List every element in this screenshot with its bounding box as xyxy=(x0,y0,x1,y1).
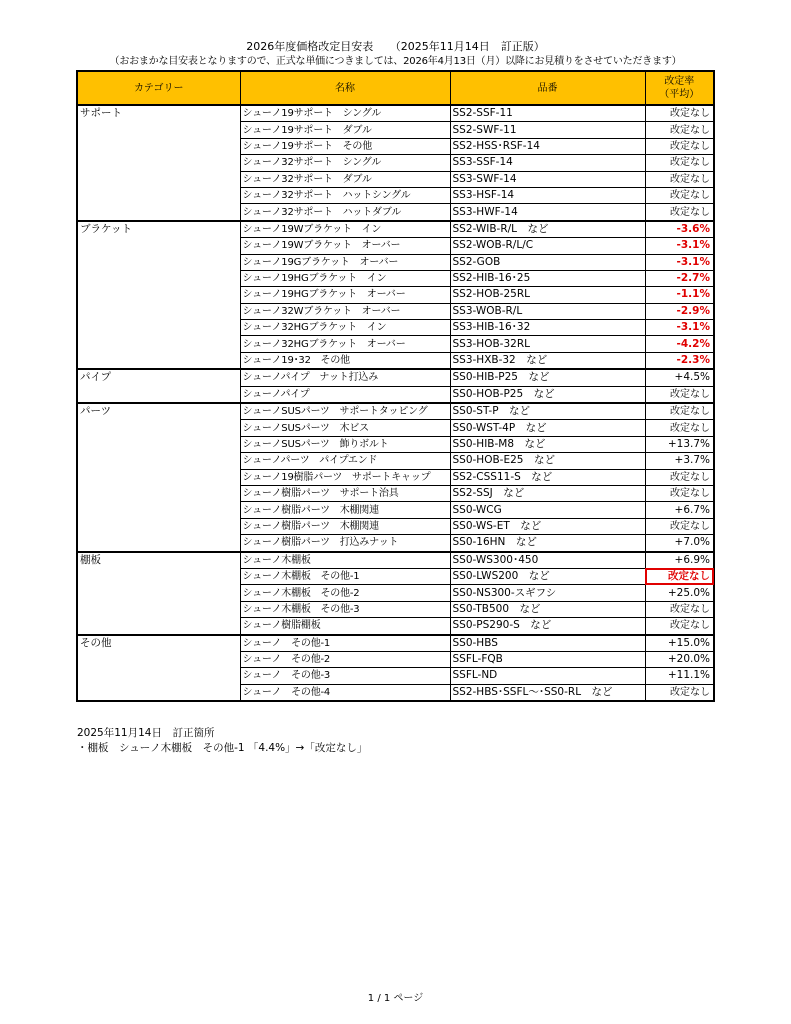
revision-rate-cell: 改定なし xyxy=(645,105,714,122)
product-code-cell: SS3-SWF-14 xyxy=(450,171,645,187)
category-cell: パーツ xyxy=(77,403,240,552)
revision-rate-cell: +4.5% xyxy=(645,369,714,386)
product-code-cell: SS3-HSF-14 xyxy=(450,187,645,203)
category-cell: パイプ xyxy=(77,369,240,403)
product-name-cell: シューノ樹脂パーツ 打込みナット xyxy=(240,535,450,552)
revision-rate-cell: -3.1% xyxy=(645,320,714,336)
correction-note-date: 2025年11月14日 訂正箇所 xyxy=(77,727,215,739)
product-code-cell: SS3-SSF-14 xyxy=(450,155,645,171)
product-code-cell: SS0-WS300･450 xyxy=(450,552,645,569)
product-name-cell: シューノ19HGブラケット オーバー xyxy=(240,287,450,303)
table-row xyxy=(77,369,714,386)
revision-rate-cell: +20.0% xyxy=(645,651,714,667)
revision-rate-cell: 改定なし xyxy=(645,187,714,203)
product-name-cell: シューノ木棚板 その他-1 xyxy=(240,568,450,584)
product-code-cell: SS2-SSJ など xyxy=(450,485,645,501)
product-name-cell: シューノ32HGブラケット イン xyxy=(240,320,450,336)
product-code-cell: SS3-HIB-16･32 xyxy=(450,320,645,336)
revision-rate-cell: +3.7% xyxy=(645,453,714,469)
product-code-cell: SS3-HOB-32RL xyxy=(450,336,645,352)
category-cell: その他 xyxy=(77,635,240,702)
product-name-cell: シューノ32サポート ダブル xyxy=(240,171,450,187)
product-name-cell: シューノ19サポート シングル xyxy=(240,105,450,122)
revision-rate-cell: +6.7% xyxy=(645,502,714,518)
product-code-cell: SS3-WOB-R/L xyxy=(450,303,645,319)
product-name-cell: シューノ樹脂パーツ 木棚関連 xyxy=(240,502,450,518)
product-code-cell: SS2-SWF-11 xyxy=(450,122,645,138)
product-name-cell: シューノ19HGブラケット イン xyxy=(240,270,450,286)
product-name-cell: シューノ その他-2 xyxy=(240,651,450,667)
product-name-cell: シューノパイプ xyxy=(240,386,450,403)
revision-rate-cell: +7.0% xyxy=(645,535,714,552)
revision-rate-cell: 改定なし xyxy=(645,485,714,501)
revision-rate-cell: -2.7% xyxy=(645,270,714,286)
product-name-cell: シューノ19Wブラケット オーバー xyxy=(240,238,450,254)
table-row xyxy=(77,221,714,238)
category-cell: 棚板 xyxy=(77,552,240,635)
revision-rate-cell: 改定なし xyxy=(645,403,714,420)
product-name-cell: シューノSUSパーツ 飾りボルト xyxy=(240,436,450,452)
revision-rate-cell: +25.0% xyxy=(645,585,714,601)
category-cell: サポート xyxy=(77,105,240,221)
product-code-cell: SS0-HIB-M8 など xyxy=(450,436,645,452)
product-name-cell: シューノ19樹脂パーツ サポートキャップ xyxy=(240,469,450,485)
header-code: 品番 xyxy=(450,71,645,105)
revision-rate-cell: 改定なし xyxy=(645,386,714,403)
product-name-cell: シューノ19Wブラケット イン xyxy=(240,221,450,238)
product-code-cell: SS0-WST-4P など xyxy=(450,420,645,436)
header-rate-label: 改定率 xyxy=(664,76,695,87)
revision-rate-cell: 改定なし xyxy=(645,138,714,154)
product-code-cell: SS2-HOB-25RL xyxy=(450,287,645,303)
header-category: カテゴリー xyxy=(77,71,240,105)
product-code-cell: SS0-LWS200 など xyxy=(450,568,645,584)
product-code-cell: SS0-WS-ET など xyxy=(450,518,645,534)
product-code-cell: SS0-PS290-S など xyxy=(450,618,645,635)
revision-rate-cell: 改定なし xyxy=(645,204,714,221)
table-body xyxy=(77,105,714,701)
product-code-cell: SS0-16HN など xyxy=(450,535,645,552)
category-cell: ブラケット xyxy=(77,221,240,370)
header-rate xyxy=(645,71,714,105)
product-code-cell: SSFL-FQB xyxy=(450,651,645,667)
revision-rate-cell: 改定なし xyxy=(645,684,714,701)
revision-rate-cell: 改定なし xyxy=(645,122,714,138)
product-name-cell: シューノSUSパーツ 木ビス xyxy=(240,420,450,436)
revision-rate-cell: -2.9% xyxy=(645,303,714,319)
product-code-cell: SS0-HOB-P25 など xyxy=(450,386,645,403)
product-name-cell: シューノ32Wブラケット オーバー xyxy=(240,303,450,319)
product-name-cell: シューノ32サポート ハットシングル xyxy=(240,187,450,203)
product-name-cell: シューノ樹脂棚板 xyxy=(240,618,450,635)
table-row xyxy=(77,552,714,569)
header-name: 名称 xyxy=(240,71,450,105)
revision-rate-cell: +11.1% xyxy=(645,668,714,684)
product-code-cell: SS2-HIB-16･25 xyxy=(450,270,645,286)
revision-rate-cell: 改定なし xyxy=(645,155,714,171)
document-subtitle: （おおまかな目安表となりますので、正式な単価につきましては、2026年4月13日（月）以降にお見積りをさせていただきます） xyxy=(109,56,682,67)
revision-rate-cell: +6.9% xyxy=(645,552,714,569)
table-row xyxy=(77,403,714,420)
product-code-cell: SS0-HOB-E25 など xyxy=(450,453,645,469)
product-name-cell: シューノ木棚板 その他-3 xyxy=(240,601,450,617)
product-name-cell: シューノ木棚板 xyxy=(240,552,450,569)
product-code-cell: SS0-ST-P など xyxy=(450,403,645,420)
revision-rate-cell: -2.3% xyxy=(645,352,714,369)
product-code-cell: SS2-GOB xyxy=(450,254,645,270)
product-code-cell: SS0-HIB-P25 など xyxy=(450,369,645,386)
revision-rate-cell: -3.1% xyxy=(645,254,714,270)
revision-rate-cell: 改定なし xyxy=(645,518,714,534)
table-row xyxy=(77,635,714,652)
product-name-cell: シューノ その他-4 xyxy=(240,684,450,701)
revision-rate-cell: 改定なし xyxy=(645,171,714,187)
product-name-cell: シューノ木棚板 その他-2 xyxy=(240,585,450,601)
product-name-cell: シューノ32HGブラケット オーバー xyxy=(240,336,450,352)
product-name-cell: シューノパイプ ナット打込み xyxy=(240,369,450,386)
revision-rate-cell-corrected: 改定なし xyxy=(645,568,714,584)
product-name-cell: シューノ19･32 その他 xyxy=(240,352,450,369)
product-name-cell: シューノ19サポート その他 xyxy=(240,138,450,154)
product-name-cell: シューノ32サポート ハットダブル xyxy=(240,204,450,221)
revision-rate-cell: 改定なし xyxy=(645,601,714,617)
product-name-cell: シューノ19サポート ダブル xyxy=(240,122,450,138)
product-code-cell: SS2-HBS･SSFL～･SS0-RL など xyxy=(450,684,645,701)
product-name-cell: シューノ32サポート シングル xyxy=(240,155,450,171)
product-code-cell: SS2-WIB-R/L など xyxy=(450,221,645,238)
revision-rate-cell: 改定なし xyxy=(645,618,714,635)
revision-rate-cell: -4.2% xyxy=(645,336,714,352)
correction-note-body: ・棚板 シューノ木棚板 その他-1 「4.4%」→「改定なし」 xyxy=(77,742,368,754)
product-code-cell: SS2-WOB-R/L/C xyxy=(450,238,645,254)
revision-rate-cell: +13.7% xyxy=(645,436,714,452)
product-code-cell: SS0-WCG xyxy=(450,502,645,518)
product-code-cell: SS2-HSS･RSF-14 xyxy=(450,138,645,154)
page-number: 1 / 1 ページ xyxy=(367,993,424,1004)
revision-rate-cell: -3.6% xyxy=(645,221,714,238)
product-name-cell: シューノ樹脂パーツ 木棚関連 xyxy=(240,518,450,534)
product-code-cell: SS2-CSS11-S など xyxy=(450,469,645,485)
product-code-cell: SS0-HBS xyxy=(450,635,645,652)
price-revision-table xyxy=(76,70,715,702)
revision-rate-cell: -1.1% xyxy=(645,287,714,303)
product-code-cell: SS2-SSF-11 xyxy=(450,105,645,122)
table-row xyxy=(77,105,714,122)
revision-rate-cell: -3.1% xyxy=(645,238,714,254)
product-name-cell: シューノパーツ パイプエンド xyxy=(240,453,450,469)
product-name-cell: シューノ その他-3 xyxy=(240,668,450,684)
product-code-cell: SS3-HXB-32 など xyxy=(450,352,645,369)
document-title: 2026年度価格改定目安表 （2025年11月14日 訂正版） xyxy=(246,40,545,53)
product-code-cell: SS0-TB500 など xyxy=(450,601,645,617)
product-name-cell: シューノ19Gブラケット オーバー xyxy=(240,254,450,270)
revision-rate-cell: 改定なし xyxy=(645,420,714,436)
product-code-cell: SSFL-ND xyxy=(450,668,645,684)
product-name-cell: シューノ その他-1 xyxy=(240,635,450,652)
product-name-cell: シューノ樹脂パーツ サポート治具 xyxy=(240,485,450,501)
product-code-cell: SS0-NS300-スギフシ xyxy=(450,585,645,601)
product-code-cell: SS3-HWF-14 xyxy=(450,204,645,221)
revision-rate-cell: 改定なし xyxy=(645,469,714,485)
header-rate-sub: （平均） xyxy=(659,89,700,100)
table-header-row xyxy=(77,71,714,105)
revision-rate-cell: +15.0% xyxy=(645,635,714,652)
product-name-cell: シューノSUSパーツ サポートタッピング xyxy=(240,403,450,420)
